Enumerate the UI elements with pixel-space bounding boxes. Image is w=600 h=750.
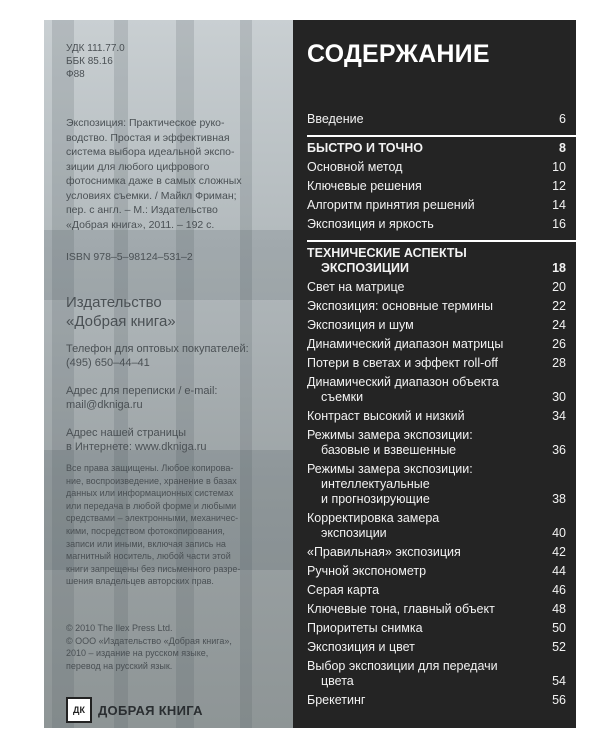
toc-entry[interactable]	[307, 198, 566, 213]
toc-entry[interactable]	[307, 511, 566, 541]
description-line: Экспозиция: Практическое руко-	[66, 117, 225, 129]
toc-entry-title: «Правильная» экспозиция	[307, 545, 461, 559]
toc-entry-title: Введение	[307, 112, 364, 126]
description-line: система выбора идеальной экспо-	[66, 146, 235, 158]
toc-entry-title: Экспозиция и яркость	[307, 217, 434, 231]
bbk-code: ББК 85.16	[66, 56, 113, 67]
toc-entry-title: ТЕХНИЧЕСКИЕ АСПЕКТЫ	[307, 246, 467, 260]
toc-title: СОДЕРЖАНИЕ	[307, 40, 490, 68]
toc-entry[interactable]	[307, 428, 566, 458]
contact-line: (495) 650–44–41	[66, 357, 150, 369]
toc-entry-title: Динамический диапазон матрицы	[307, 337, 504, 351]
contact-line: mail@dkniga.ru	[66, 399, 143, 411]
book-logo-icon: ДК	[66, 697, 92, 723]
copyright-line: перевод на русский язык.	[66, 660, 173, 671]
toc-page-number: 48	[552, 602, 566, 616]
toc-entry[interactable]	[307, 179, 566, 194]
rights-line: шения владельцев авторских прав.	[66, 576, 214, 587]
toc-entry-title: базовые и взвешенные	[321, 443, 457, 457]
toc-entry[interactable]	[307, 280, 566, 295]
logo-text: ДОБРАЯ КНИГА	[98, 702, 203, 718]
toc-page-number: 8	[559, 141, 566, 155]
toc-entry[interactable]	[307, 318, 566, 333]
toc-entry-title: экспозиции	[321, 526, 387, 540]
toc-entry[interactable]	[307, 112, 566, 127]
publisher-contacts	[66, 342, 285, 454]
book-description	[66, 116, 285, 232]
section-rule	[307, 240, 576, 242]
toc-entry[interactable]	[307, 545, 566, 560]
toc-page-number: 36	[552, 443, 566, 457]
toc-page-number: 30	[552, 390, 566, 404]
description-line: водство. Простая и эффективная	[66, 131, 230, 144]
toc-entry-title: Брекетинг	[307, 693, 366, 707]
toc-entry-title: Алгоритм принятия решений	[307, 198, 475, 212]
toc-entry[interactable]	[307, 337, 566, 352]
description-line: зиции для любого цифрового	[66, 160, 210, 173]
toc-entry-title: интеллектуальные	[321, 477, 430, 491]
toc-page-number: 16	[552, 217, 566, 231]
toc-page-number: 46	[552, 583, 566, 597]
toc-page-number: 12	[552, 179, 566, 193]
toc-entry[interactable]	[307, 299, 566, 314]
toc-entry[interactable]	[307, 621, 566, 636]
toc-entry-title: Корректировка замера	[307, 511, 440, 525]
toc-page-number: 34	[552, 409, 566, 423]
toc-entry-title: Ключевые решения	[307, 179, 422, 193]
toc-section-heading[interactable]	[307, 141, 566, 156]
building-window-band	[44, 230, 293, 300]
toc-page-number: 54	[552, 674, 566, 688]
rights-notice	[66, 462, 285, 588]
toc-entry[interactable]	[307, 640, 566, 655]
toc-entry-title: Контраст высокий и низкий	[307, 409, 465, 423]
toc-page-number: 14	[552, 198, 566, 212]
rights-line: ние, воспроизведение, хранение в базах	[66, 475, 237, 486]
description-line: фотоснимка даже в самых сложных	[66, 175, 242, 187]
description-line: «Добрая книга», 2011. – 192 с.	[66, 218, 215, 231]
description-line: условиях съемки. / Майкл Фриман;	[66, 189, 237, 202]
toc-page-number: 6	[559, 112, 566, 126]
toc-entry-title: и прогнозирующие	[321, 492, 430, 506]
photo-panel	[44, 20, 293, 728]
toc-page-number: 42	[552, 545, 566, 559]
publisher-logo	[66, 697, 203, 723]
toc-entry-title: Потери в светах и эффект roll-off	[307, 356, 498, 370]
copyright-line: 2010 – издание на русском языке,	[66, 648, 209, 659]
table-of-contents	[293, 20, 576, 728]
rights-line: записи или иными, включая запись на	[66, 538, 226, 549]
section-rule	[307, 135, 576, 137]
toc-entry-title: Экспозиция и шум	[307, 318, 414, 332]
toc-entry-title: Выбор экспозиции для передачи	[307, 659, 498, 673]
toc-entry-title: съемки	[321, 390, 364, 404]
toc-entry[interactable]	[307, 583, 566, 598]
copyright-line: © ООО «Издательство «Добрая книга»,	[66, 635, 232, 646]
toc-entry-title: Свет на матрице	[307, 280, 405, 294]
rights-line: кими, посредством фотокопирования,	[66, 525, 225, 536]
toc-entry-title: БЫСТРО И ТОЧНО	[307, 141, 423, 155]
contact-line: Адрес нашей страницы	[66, 427, 187, 439]
toc-entry[interactable]	[307, 602, 566, 617]
toc-page-number: 28	[552, 356, 566, 370]
toc-entry[interactable]	[307, 160, 566, 175]
toc-page-number: 22	[552, 299, 566, 313]
contact-line: Телефон для оптовых покупателей:	[66, 343, 249, 355]
toc-page-number: 18	[552, 261, 566, 275]
contact-line	[66, 412, 285, 426]
toc-page-number: 50	[552, 621, 566, 635]
toc-page-number: 56	[552, 693, 566, 707]
copyright-notice	[66, 622, 285, 672]
toc-entry-title: Ключевые тона, главный объект	[307, 602, 495, 616]
toc-page-number: 38	[552, 492, 566, 506]
author-code: Ф88	[66, 69, 85, 80]
toc-page-number: 24	[552, 318, 566, 332]
publisher-line: Издательство	[66, 294, 162, 311]
rights-line: Все права защищены. Любое копирова-	[66, 463, 234, 473]
publisher-name	[66, 293, 285, 331]
toc-page-number: 26	[552, 337, 566, 351]
rights-line: или передача в любой форме и любыми	[66, 500, 237, 511]
isbn: ISBN 978–5–98124–531–2	[66, 251, 193, 263]
toc-entry[interactable]	[307, 462, 566, 507]
toc-entry[interactable]	[307, 356, 566, 371]
udk-code: УДК 111.77.0	[66, 43, 125, 54]
toc-entry-title: Режимы замера экспозиции:	[307, 428, 473, 442]
rights-line: средствами – электронными, механичес-	[66, 513, 239, 524]
contact-line: Адрес для переписки / e-mail:	[66, 385, 218, 397]
publisher-line: «Добрая книга»	[66, 313, 176, 330]
toc-entry-title: Ручной экспонометр	[307, 564, 427, 578]
toc-page-number: 20	[552, 280, 566, 294]
toc-entry-title: Экспозиция и цвет	[307, 640, 415, 654]
contact-line	[66, 370, 285, 384]
rights-line: данных или информационных системах	[66, 488, 234, 499]
toc-entry[interactable]	[307, 217, 566, 232]
toc-entry[interactable]	[307, 693, 566, 708]
copyright-line: © 2010 The Ilex Press Ltd.	[66, 623, 173, 633]
rights-line: книги запрещены без письменного разре-	[66, 563, 241, 574]
toc-entry[interactable]	[307, 409, 566, 424]
toc-entry[interactable]	[307, 564, 566, 579]
toc-entry[interactable]	[307, 659, 566, 689]
toc-page-number: 44	[552, 564, 566, 578]
rights-line: магнитный носитель, любой части этой	[66, 551, 231, 562]
toc-entry-title: Основной метод	[307, 160, 403, 174]
toc-entry-title: Экспозиция: основные термины	[307, 299, 493, 313]
toc-entry-title: Серая карта	[307, 583, 380, 597]
toc-page-number: 40	[552, 526, 566, 540]
toc-entry[interactable]	[307, 375, 566, 405]
toc-section-heading[interactable]	[307, 246, 566, 276]
toc-page-number: 10	[552, 160, 566, 174]
toc-entry-title: Режимы замера экспозиции:	[307, 462, 473, 476]
contact-line: в Интернете: www.dkniga.ru	[66, 441, 207, 453]
toc-entry-title: Приоритеты снимка	[307, 621, 423, 635]
catalog-codes	[66, 42, 285, 81]
toc-entry-title: Динамический диапазон объекта	[307, 375, 499, 389]
toc-entry-title: ЭКСПОЗИЦИИ	[321, 261, 410, 275]
toc-entry-title: цвета	[321, 674, 354, 688]
toc-page-number: 52	[552, 640, 566, 654]
description-line: пер. с англ. – М.: Издательство	[66, 204, 218, 216]
